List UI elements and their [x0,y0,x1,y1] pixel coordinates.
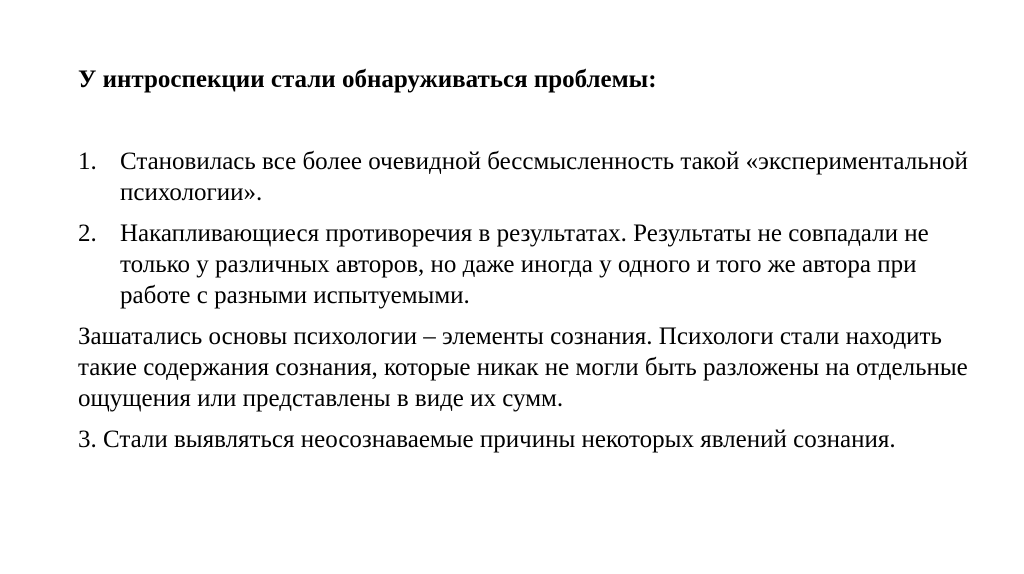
slide-body [78,146,978,465]
list-item-text: Накапливающиеся противоречия в результатах. Результаты не совпадали не только у различных авторов, но даже иногда у одного и того же автора при работе с разными испытуемыми. [120,220,929,309]
point-three-paragraph: 3. Стали выявляться неосознаваемые причины некоторых явлений сознания. [78,426,896,453]
slide-heading: У интроспекции стали обнаруживаться проблемы: [78,66,657,93]
list-item-number: 1. [78,148,97,175]
foundations-paragraph: Зашатались основы психологии – элементы сознания. Психологи стали находить такие содержания сознания, которые никак не могли быть разложены на отдельные ощущения или представлены в виде их сумм. [78,323,968,412]
problems-list [78,146,978,311]
list-item-text: Становилась все более очевидной бессмысленность такой «экспериментальной психологии». [120,148,968,206]
list-item [78,218,978,311]
list-item-number: 2. [78,220,97,247]
list-item [78,146,978,208]
